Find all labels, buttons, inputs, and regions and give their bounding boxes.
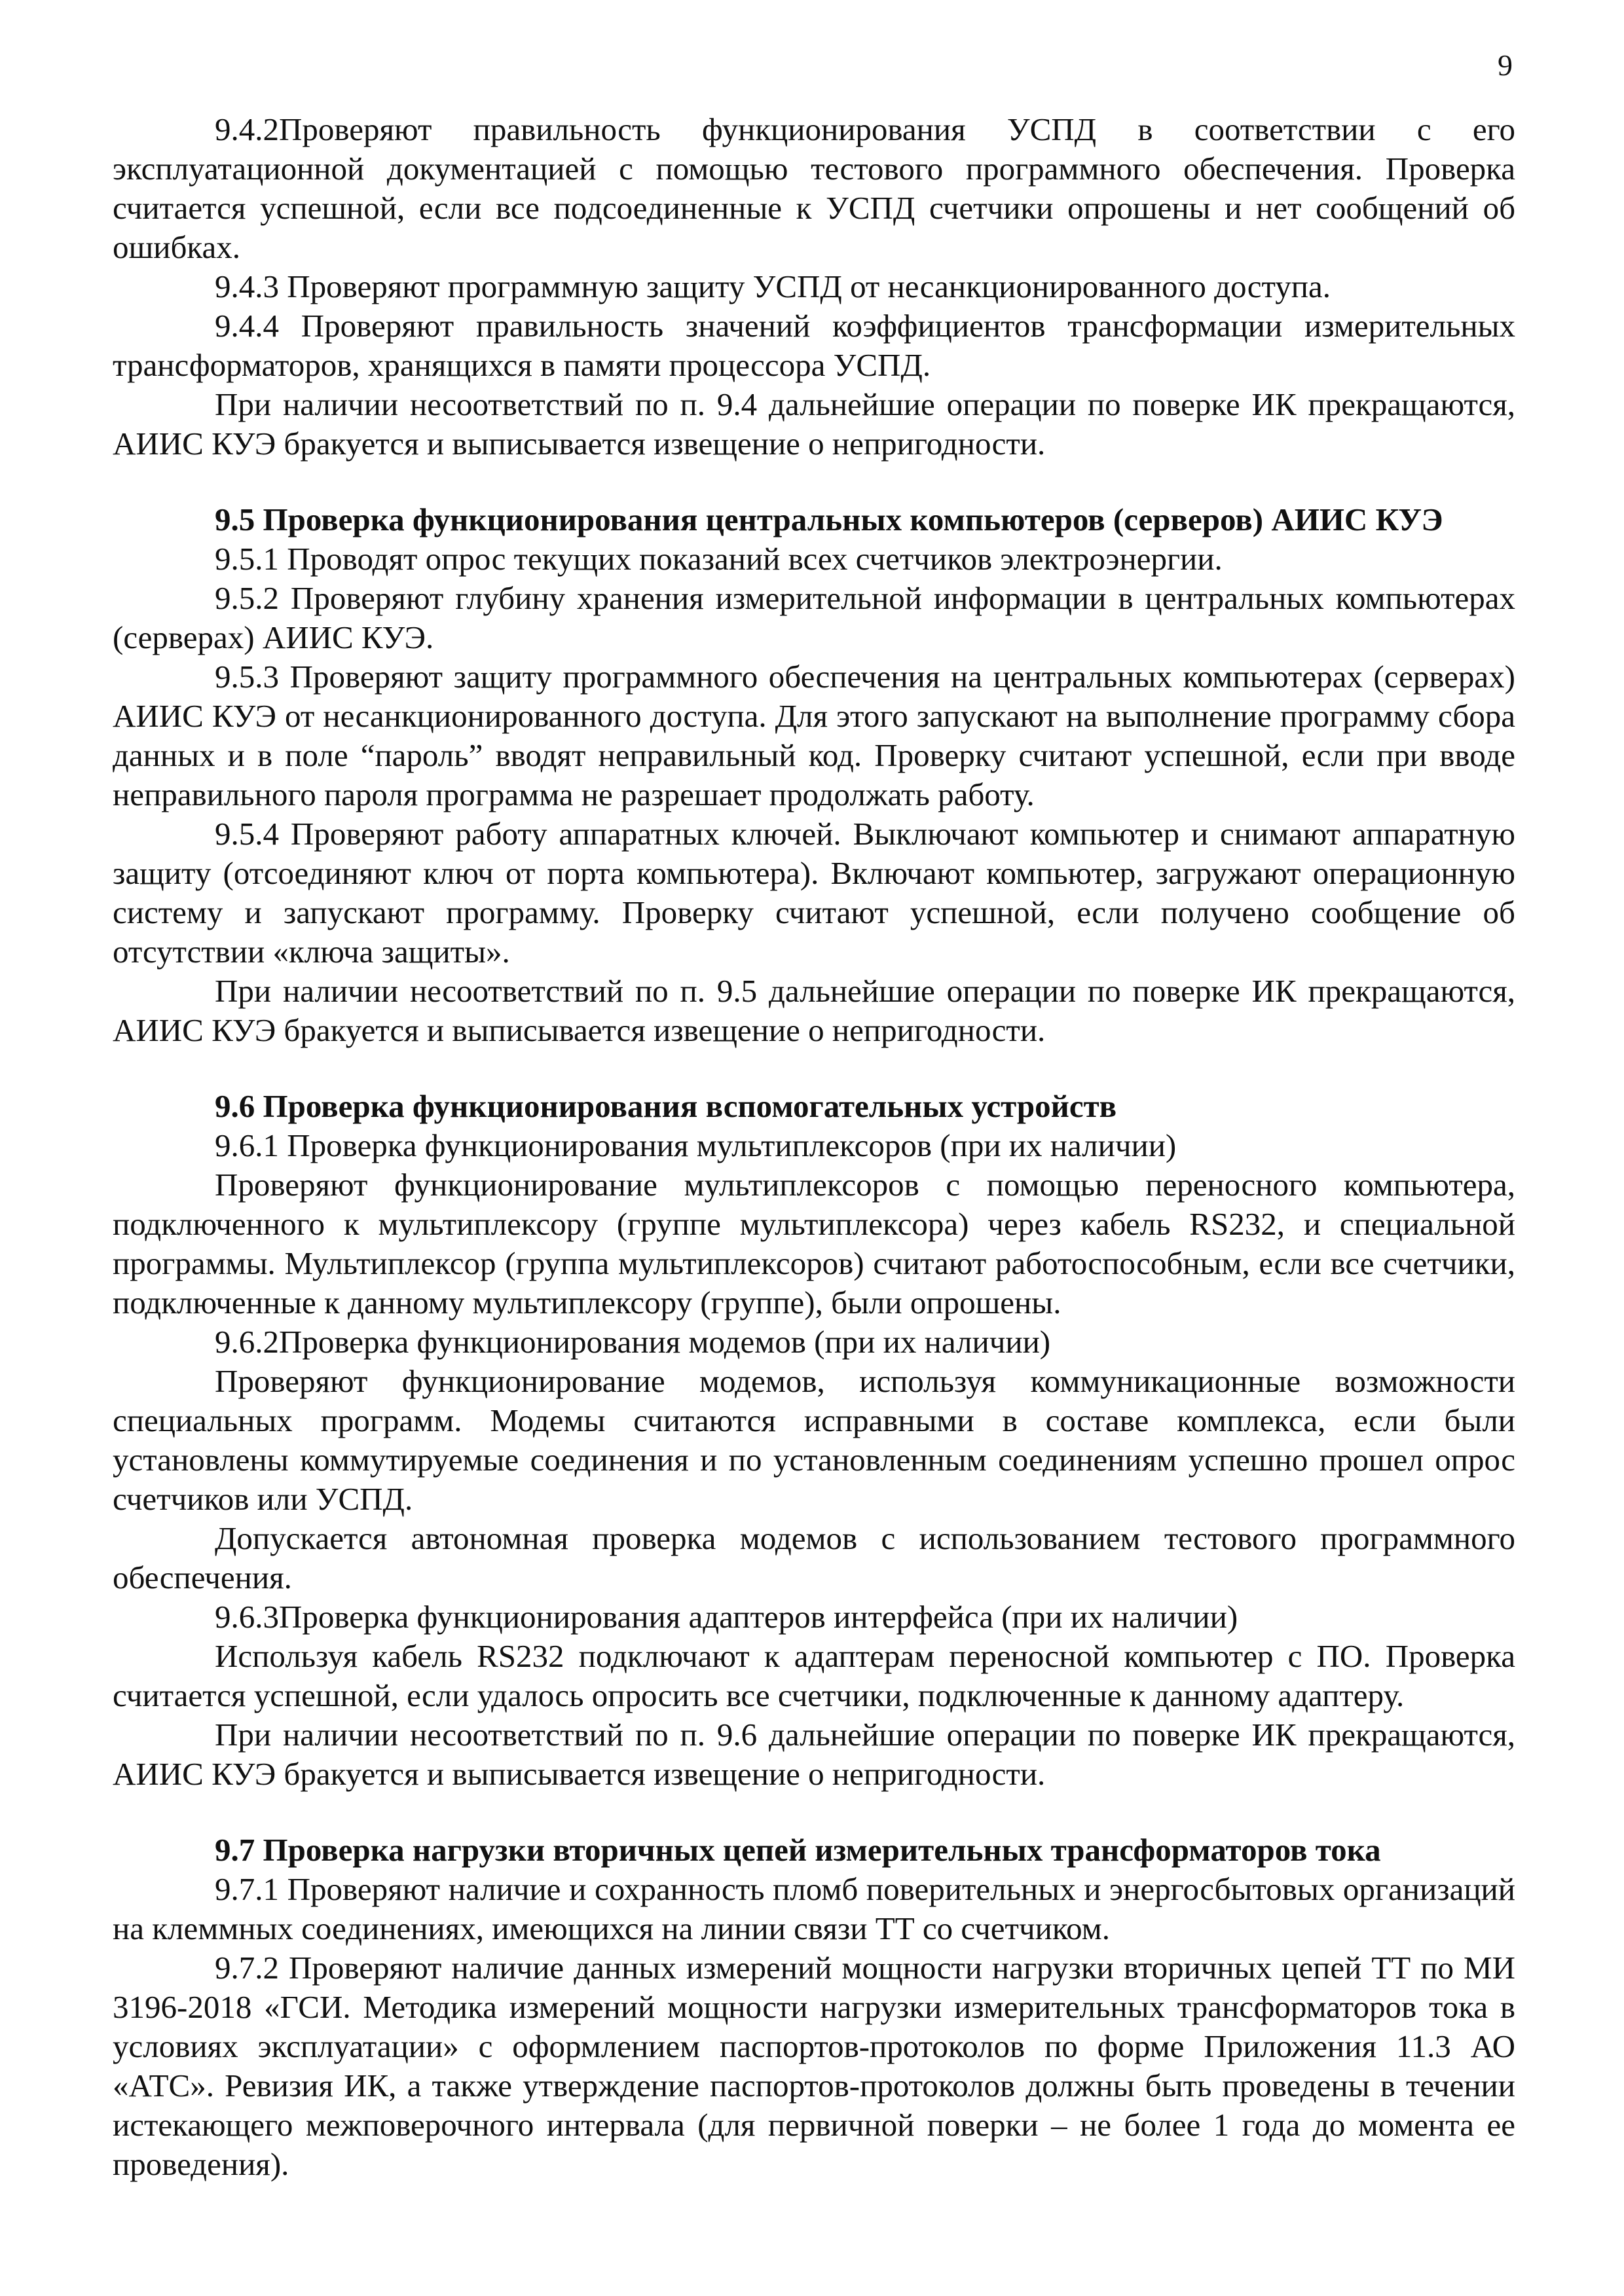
paragraph-9-5-1: 9.5.1 Проводят опрос текущих показаний всех счетчиков электроэнергии. — [215, 541, 1223, 577]
paragraph-9-7-1: 9.7.1 Проверяют наличие и сохранность пломб поверительных и энергосбытовых организаций на клеммных соединениях, имеющихся на линии связи ТТ со счетчиком. — [113, 1871, 1515, 1946]
paragraph-modems: Проверяют функционирование модемов, используя коммуникационные возможности специальных программ. Модемы считаются исправными в составе комплекса, если были установлены коммутируемые соединения и по установленным соединениям успешно прошел опрос счетчиков или УСПД. — [113, 1363, 1515, 1517]
section-heading-9-5: 9.5 Проверка функционирования центральных компьютеров (серверов) АИИС КУЭ — [215, 501, 1443, 538]
paragraph-9-5-nonconformity: При наличии несоответствий по п. 9.5 дальнейшие операции по поверке ИК прекращаются, АИИС КУЭ бракуется и выписывается извещение о непригодности. — [113, 973, 1515, 1048]
paragraph-9-6-2: 9.6.2Проверка функционирования модемов (при их наличии) — [215, 1324, 1051, 1360]
paragraph-9-4-2: 9.4.2Проверяют правильность функционирования УСПД в соответствии с его эксплуатационной документацией с помощью тестового программного обеспечения. Проверка считается успешной, если все подсоединенные к УСПД счетчики опрошены и нет сообщений об ошибках. — [113, 111, 1515, 265]
page-number: 9 — [1498, 48, 1513, 82]
paragraph-9-5-2: 9.5.2 Проверяют глубину хранения измерительной информации в центральных компьютерах (серверах) АИИС КУЭ. — [113, 580, 1515, 655]
paragraph-adapters: Используя кабель RS232 подключают к адаптерам переносной компьютер с ПО. Проверка считается успешной, если удалось опросить все счетчики, подключенные к данному адаптеру. — [113, 1638, 1515, 1713]
section-heading-9-6: 9.6 Проверка функционирования вспомогательных устройств — [215, 1088, 1117, 1124]
paragraph-9-7-2: 9.7.2 Проверяют наличие данных измерений мощности нагрузки вторичных цепей ТТ по МИ 3196-2018 «ГСИ. Методика измерений мощности нагрузки измерительных трансформаторов тока в условиях эксплуатации» с оформлением паспортов-протоколов по форме Приложения 11.3 АО «АТС». Ревизия ИК, а также утверждение паспортов-протоколов должны быть проведены в течении истекающего межповерочного интервала (для первичной поверки – не более 1 года до момента ее проведения). — [113, 1950, 1515, 2182]
document-body — [113, 110, 1515, 2184]
paragraph-9-4-nonconformity: При наличии несоответствий по п. 9.4 дальнейшие операции по поверке ИК прекращаются, АИИС КУЭ бракуется и выписывается извещение о непригодности. — [113, 386, 1515, 462]
paragraph-9-6-1: 9.6.1 Проверка функционирования мультиплексоров (при их наличии) — [215, 1127, 1177, 1163]
paragraph-modems-autonomous: Допускается автономная проверка модемов с использованием тестового программного обеспечения. — [113, 1520, 1515, 1595]
paragraph-9-5-4: 9.5.4 Проверяют работу аппаратных ключей. Выключают компьютер и снимают аппаратную защиту (отсоединяют ключ от порта компьютера). Включают компьютер, загружают операционную систему и запускают программу. Проверку считают успешной, если получено сообщение об отсутствии «ключа защиты». — [113, 816, 1515, 970]
paragraph-9-6-nonconformity: При наличии несоответствий по п. 9.6 дальнейшие операции по поверке ИК прекращаются, АИИС КУЭ бракуется и выписывается извещение о непригодности. — [113, 1717, 1515, 1792]
paragraph-9-4-4: 9.4.4 Проверяют правильность значений коэффициентов трансформации измерительных трансформаторов, хранящихся в памяти процессора УСПД. — [113, 308, 1515, 383]
paragraph-9-4-3: 9.4.3 Проверяют программную защиту УСПД от несанкционированного доступа. — [215, 268, 1331, 304]
paragraph-9-5-3: 9.5.3 Проверяют защиту программного обеспечения на центральных компьютерах (серверах) АИИС КУЭ от несанкционированного доступа. Для этого запускают на выполнение программу сбора данных и в поле “пароль” вводят неправильный код. Проверку считают успешной, если при вводе неправильного пароля программа не разрешает продолжать работу. — [113, 659, 1515, 812]
section-heading-9-7: 9.7 Проверка нагрузки вторичных цепей измерительных трансформаторов тока — [215, 1832, 1381, 1868]
paragraph-multiplexers: Проверяют функционирование мультиплексоров с помощью переносного компьютера, подключенного к мультиплексору (группе мультиплексора) через кабель RS232, и специальной программы. Мультиплексор (группа мультиплексоров) считают работоспособным, если все счетчики, подключенные к данному мультиплексору (группе), были опрошены. — [113, 1167, 1515, 1321]
paragraph-9-6-3: 9.6.3Проверка функционирования адаптеров интерфейса (при их наличии) — [215, 1599, 1238, 1635]
